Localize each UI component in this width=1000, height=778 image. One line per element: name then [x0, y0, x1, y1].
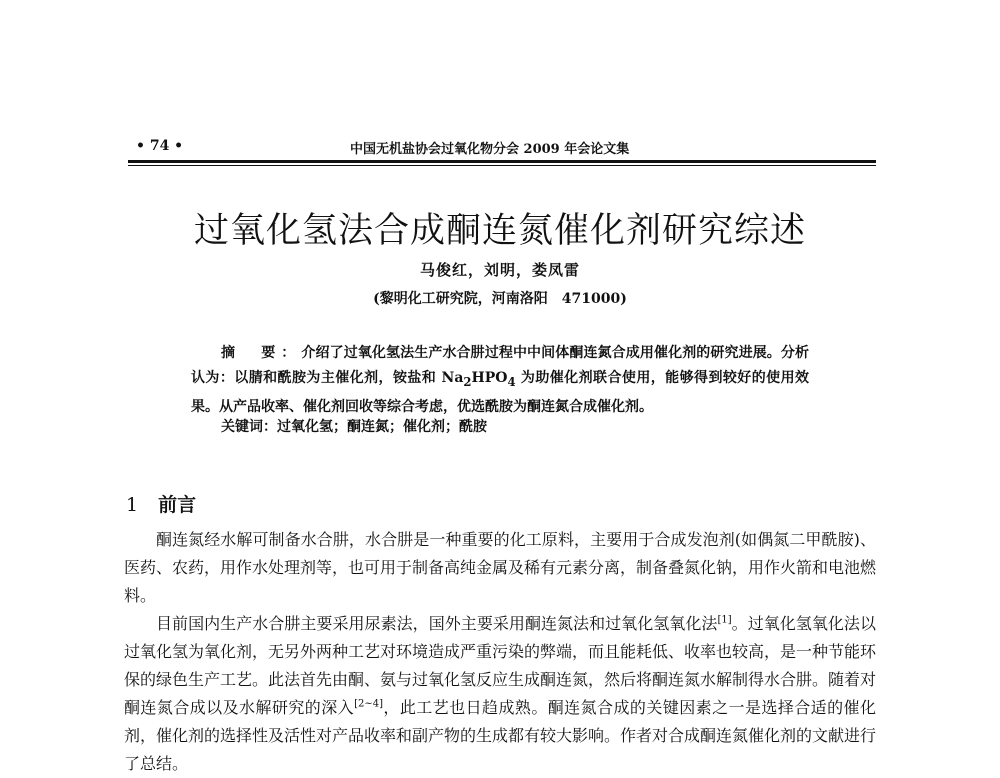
keywords-text: 过氧化氢；酮连氮；催化剂；酰胺	[277, 419, 487, 435]
affiliation: (黎明化工研究院，河南洛阳 471000)	[373, 291, 627, 307]
paper-title: 过氧化氢法合成酮连氮催化剂研究综述	[193, 211, 806, 251]
p2-text-a: 目前国内生产水合肼主要采用尿素法，国外主要采用酮连氮法和过氧化氢氧化法	[156, 614, 718, 633]
header-rule-thin	[128, 165, 876, 166]
section-heading	[126, 490, 196, 517]
abstract	[191, 341, 809, 420]
body-paragraph-2	[124, 610, 876, 778]
body-paragraph-1: 酮连氮经水解可制备水合肼，水合肼是一种重要的化工原料，主要用于合成发泡剂(如偶氮二甲酰胺)、医药、农药，用作水处理剂等，也可用于制备高纯金属及稀有元素分离，制备叠氮化钠，用作火箭和电池燃料。	[124, 530, 877, 605]
journal-name: 中国无机盐协会过氧化物分会 2009 年会论文集	[350, 142, 630, 157]
abstract-sub-4: 4	[507, 374, 516, 389]
abstract-sub-2: 2	[463, 374, 472, 389]
page-number: • 74 •	[136, 138, 184, 154]
citation-ref-1: [1]	[717, 614, 732, 626]
keywords-label: 关键词：	[221, 419, 277, 435]
authors: 马俊红，刘明，娄凤雷	[419, 261, 580, 279]
abstract-text-3: 为助催化剂联合使用，能够得到较好的使用效果。从产品收率、催化剂回收等综合考虑，优选酰胺为酮连氮合成催化剂。	[191, 370, 809, 415]
header-rule-thick	[128, 160, 876, 163]
abstract-text-1: 介绍了过氧化氢法生产水合肼过程中中间体酮连氮合成用催化剂的研究进展。分析认为：以腈和酰胺为主催化剂，铵盐和 Na	[191, 345, 810, 386]
keywords	[221, 416, 809, 436]
p2-text-b: 。过氧化氢氧化法以过氧化氢为氧化剂，无另外两种工艺对环境造成严重污染的弊端，而且能耗低、收率也较高，是一种节能环保的绿色生产工艺。此法首先由酮、氨与过氧化氢反应生成酮连氮，然后将酮连氮水解制得水合肼。随着对酮连氮合成以及水解研究的深入	[124, 614, 877, 717]
section-number: 1	[126, 494, 139, 516]
abstract-text-2: HPO	[471, 370, 508, 386]
abstract-label: 摘 要：	[221, 345, 302, 361]
citation-ref-2-4: [2~4]	[354, 698, 383, 710]
section-title: 前言	[158, 494, 197, 516]
p2-text-c: ，此工艺也日趋成熟。酮连氮合成的关键因素之一是选择合适的催化剂，催化剂的选择性及活性对产品收率和副产物的生成都有较大影响。作者对合成酮连氮催化剂的文献进行了总结。	[124, 698, 877, 773]
running-header	[128, 136, 876, 160]
